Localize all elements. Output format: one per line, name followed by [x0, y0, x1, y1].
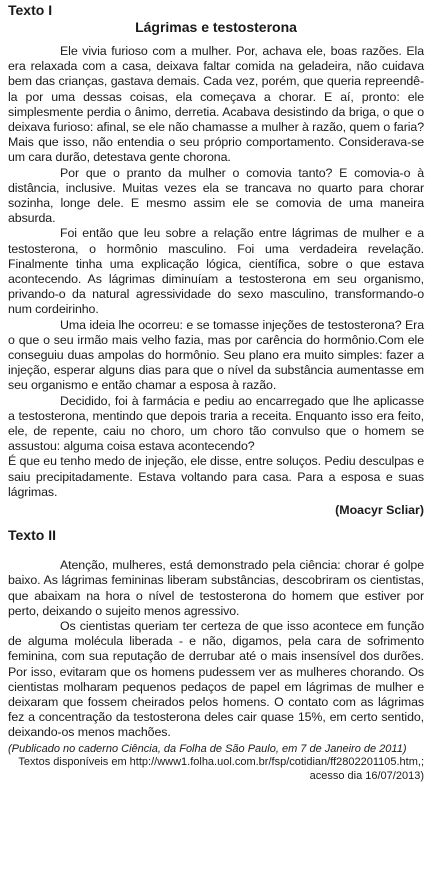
- texto-1: [8, 2, 424, 517]
- texto-1-paragraph-3: Foi então que leu sobre a relação entre lágrimas de mulher e a testosterona, o hormônio masculino. Foi uma verdadeira revelação. Finalmente tinha uma explicação lógica, científica, sobre o que estava acontecendo. As lágrimas diminuíam a testosterona em seu organismo, privando-o da natural agressividade do sexo masculino, transformando-o num cordeirinho.: [8, 226, 424, 317]
- texto-2-source: [8, 743, 424, 784]
- texto-1-paragraph-2: Por que o pranto da mulher o comovia tanto? E comovia-o à distância, inclusive. Muitas vezes ela se trancava no quarto para chorar sozinha, longe dele. E mesmo assim ele se comovia de uma maneira absurda.: [8, 165, 424, 226]
- texto-1-title: Lágrimas e testosterona: [135, 19, 297, 35]
- texto-1-paragraph-4: Uma ideia lhe ocorreu: e se tomasse injeções de testosterona? Era o que o seu irmão mais velho fazia, mas por carência do hormônio.Com ele conseguiu duas ampolas do hormônio. Seu plano era muito simples: fazer a injeção, esperar alguns dias para que o nível da substância aumentasse em seu organismo e então chamar a esposa à razão.: [8, 317, 424, 393]
- availability-note: Textos disponíveis em http://www1.folha.uol.com.br/fsp/cotidian/ff2802201105.htm,; acesso dia 16/07/2013): [18, 756, 424, 782]
- texto-1-closing: É que eu tenho medo de injeção, ele disse, entre soluços. Pediu desculpas e saiu precipitadamente. Estava voltando para casa. Para a esposa e suas lágrimas.: [8, 454, 424, 499]
- texto-1-author: (Moacyr Scliar): [335, 503, 424, 518]
- texto-1-paragraph-1: Ele vivia furioso com a mulher. Por, achava ele, boas razões. Ela era relaxada com a casa, deixava faltar comida na geladeira, não cuidava bem das crianças, gastava demais. Cada vez, porém, que queria repreendê-la por uma dessas coisas, ela começava a chorar. E aí, pronto: ele simplesmente perdia o ânimo, derretia. Acabava desistindo da briga, o que o deixava furioso: afinal, se ele não chamasse a mulher à razão, quem o faria? Mais que isso, não entendia o seu próprio comportamento. Considerava-se um cara durão, detestava gente chorona.: [8, 44, 424, 165]
- texto-1-label: Texto I: [8, 2, 53, 18]
- texto-2-paragraph-2: Os cientistas queriam ter certeza de que isso acontece em função de alguma molécula liberada - e não, digamos, pela cara de sofrimento feminina, com sua reputação de derrubar até o mais insensível dos durões. Por isso, evitaram que os homens pudessem ver as mulheres chorando. Os cientistas molharam pequenos pedaços de papel em lágrimas de mulher e deixaram que fossem cheirados pelos homens. O contato com as lágrimas fez a concentração da testosterona deles cair quase 15%, em certo sentido, deixando-os menos machões.: [8, 618, 424, 740]
- texto-1-body: [8, 44, 424, 500]
- publication-note: (Publicado no caderno Ciência, da Folha de São Paulo, em 7 de Janeiro de 2011): [8, 742, 407, 755]
- texto-2-paragraph-1: Atenção, mulheres, está demonstrado pela ciência: chorar é golpe baixo. As lágrimas femininas liberam substâncias, descobriram os cientistas, que abaixam na hora o nível de testosterona do homem que estiver por perto, deixando o sujeito menos agressivo.: [8, 558, 424, 618]
- texto-2-label: Texto II: [8, 527, 56, 544]
- texto-1-paragraph-5: Decidido, foi à farmácia e pediu ao encarregado que lhe aplicasse a testosterona, mentindo que depois traria a receita. Enquanto isso era feito, ele, de repente, caiu no choro, um choro tão convulso que o homem se assustou: alguma coisa estava acontecendo?: [8, 393, 424, 454]
- texto-2: [8, 527, 424, 783]
- texto-2-body: [8, 558, 424, 740]
